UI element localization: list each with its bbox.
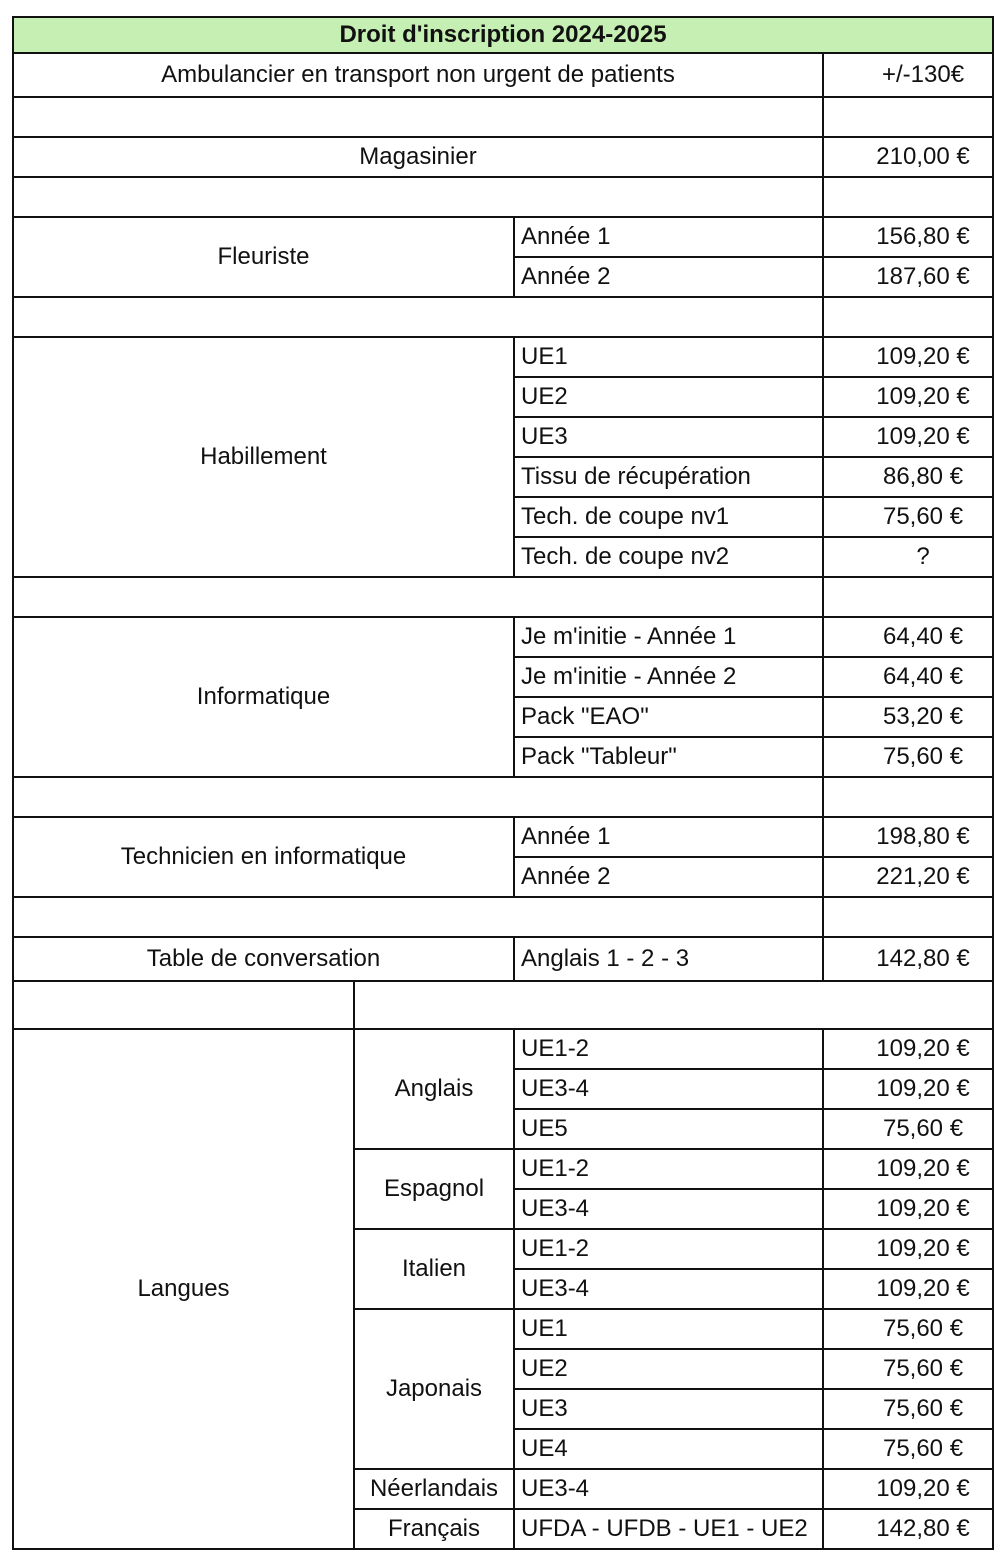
espagnol-price: 109,20 € [823, 1149, 993, 1189]
row-habillement-1 [13, 337, 993, 377]
anglais-item: UE5 [514, 1109, 823, 1149]
conversation-label: Table de conversation [13, 937, 514, 981]
japonais-price: 75,60 € [823, 1349, 993, 1389]
japonais-price: 75,60 € [823, 1309, 993, 1349]
technicien-item: Année 2 [514, 857, 823, 897]
habillement-item: Tech. de coupe nv2 [514, 537, 823, 577]
fleuriste-price: 187,60 € [823, 257, 993, 297]
habillement-price: 109,20 € [823, 417, 993, 457]
spacer-row [13, 777, 993, 817]
informatique-label: Informatique [13, 617, 514, 777]
informatique-item: Je m'initie - Année 2 [514, 657, 823, 697]
japonais-item: UE3 [514, 1389, 823, 1429]
technicien-item: Année 1 [514, 817, 823, 857]
habillement-label: Habillement [13, 337, 514, 577]
fleuriste-price: 156,80 € [823, 217, 993, 257]
italien-item: UE3-4 [514, 1269, 823, 1309]
japonais-item: UE1 [514, 1309, 823, 1349]
habillement-price: ? [823, 537, 993, 577]
technicien-label: Technicien en informatique [13, 817, 514, 897]
espagnol-item: UE1-2 [514, 1149, 823, 1189]
magasinier-label: Magasinier [13, 137, 823, 177]
anglais-label: Anglais [354, 1029, 514, 1149]
neerlandais-item: UE3-4 [514, 1469, 823, 1509]
spacer-row [13, 297, 993, 337]
row-technicien-1 [13, 817, 993, 857]
anglais-price: 109,20 € [823, 1069, 993, 1109]
informatique-price: 64,40 € [823, 617, 993, 657]
italien-item: UE1-2 [514, 1229, 823, 1269]
row-informatique-1 [13, 617, 993, 657]
informatique-item: Pack "Tableur" [514, 737, 823, 777]
fees-table [12, 16, 994, 1550]
spacer-row [13, 577, 993, 617]
row-ambulancier [13, 53, 993, 97]
italien-price: 109,20 € [823, 1269, 993, 1309]
row-magasinier [13, 137, 993, 177]
espagnol-label: Espagnol [354, 1149, 514, 1229]
habillement-item: UE2 [514, 377, 823, 417]
spacer-row [13, 97, 993, 137]
italien-label: Italien [354, 1229, 514, 1309]
fleuriste-label: Fleuriste [13, 217, 514, 297]
ambulancier-price: +/-130€ [823, 53, 993, 97]
espagnol-item: UE3-4 [514, 1189, 823, 1229]
technicien-price: 221,20 € [823, 857, 993, 897]
habillement-price: 109,20 € [823, 337, 993, 377]
spacer-row [13, 897, 993, 937]
informatique-item: Je m'initie - Année 1 [514, 617, 823, 657]
magasinier-price: 210,00 € [823, 137, 993, 177]
francais-price: 142,80 € [823, 1509, 993, 1549]
table-title: Droit d'inscription 2024-2025 [13, 17, 993, 53]
row-langues-anglais-1 [13, 1029, 993, 1069]
spacer-row [13, 981, 993, 1029]
neerlandais-label: Néerlandais [354, 1469, 514, 1509]
japonais-price: 75,60 € [823, 1429, 993, 1469]
habillement-item: UE3 [514, 417, 823, 457]
anglais-item: UE1-2 [514, 1029, 823, 1069]
conversation-price: 142,80 € [823, 937, 993, 981]
fleuriste-item: Année 1 [514, 217, 823, 257]
title-row [13, 17, 993, 53]
informatique-item: Pack "EAO" [514, 697, 823, 737]
spacer-row [13, 177, 993, 217]
habillement-price: 75,60 € [823, 497, 993, 537]
francais-item: UFDA - UFDB - UE1 - UE2 [514, 1509, 823, 1549]
habillement-item: Tech. de coupe nv1 [514, 497, 823, 537]
conversation-item: Anglais 1 - 2 - 3 [514, 937, 823, 981]
habillement-price: 109,20 € [823, 377, 993, 417]
habillement-item: UE1 [514, 337, 823, 377]
japonais-label: Japonais [354, 1309, 514, 1469]
habillement-price: 86,80 € [823, 457, 993, 497]
fleuriste-item: Année 2 [514, 257, 823, 297]
row-conversation [13, 937, 993, 981]
anglais-price: 109,20 € [823, 1029, 993, 1069]
row-fleuriste-1 [13, 217, 993, 257]
habillement-item: Tissu de récupération [514, 457, 823, 497]
informatique-price: 53,20 € [823, 697, 993, 737]
informatique-price: 64,40 € [823, 657, 993, 697]
technicien-price: 198,80 € [823, 817, 993, 857]
neerlandais-price: 109,20 € [823, 1469, 993, 1509]
informatique-price: 75,60 € [823, 737, 993, 777]
japonais-price: 75,60 € [823, 1389, 993, 1429]
japonais-item: UE2 [514, 1349, 823, 1389]
italien-price: 109,20 € [823, 1229, 993, 1269]
ambulancier-label: Ambulancier en transport non urgent de patients [13, 53, 823, 97]
anglais-item: UE3-4 [514, 1069, 823, 1109]
japonais-item: UE4 [514, 1429, 823, 1469]
langues-label: Langues [13, 1029, 354, 1549]
espagnol-price: 109,20 € [823, 1189, 993, 1229]
francais-label: Français [354, 1509, 514, 1549]
anglais-price: 75,60 € [823, 1109, 993, 1149]
